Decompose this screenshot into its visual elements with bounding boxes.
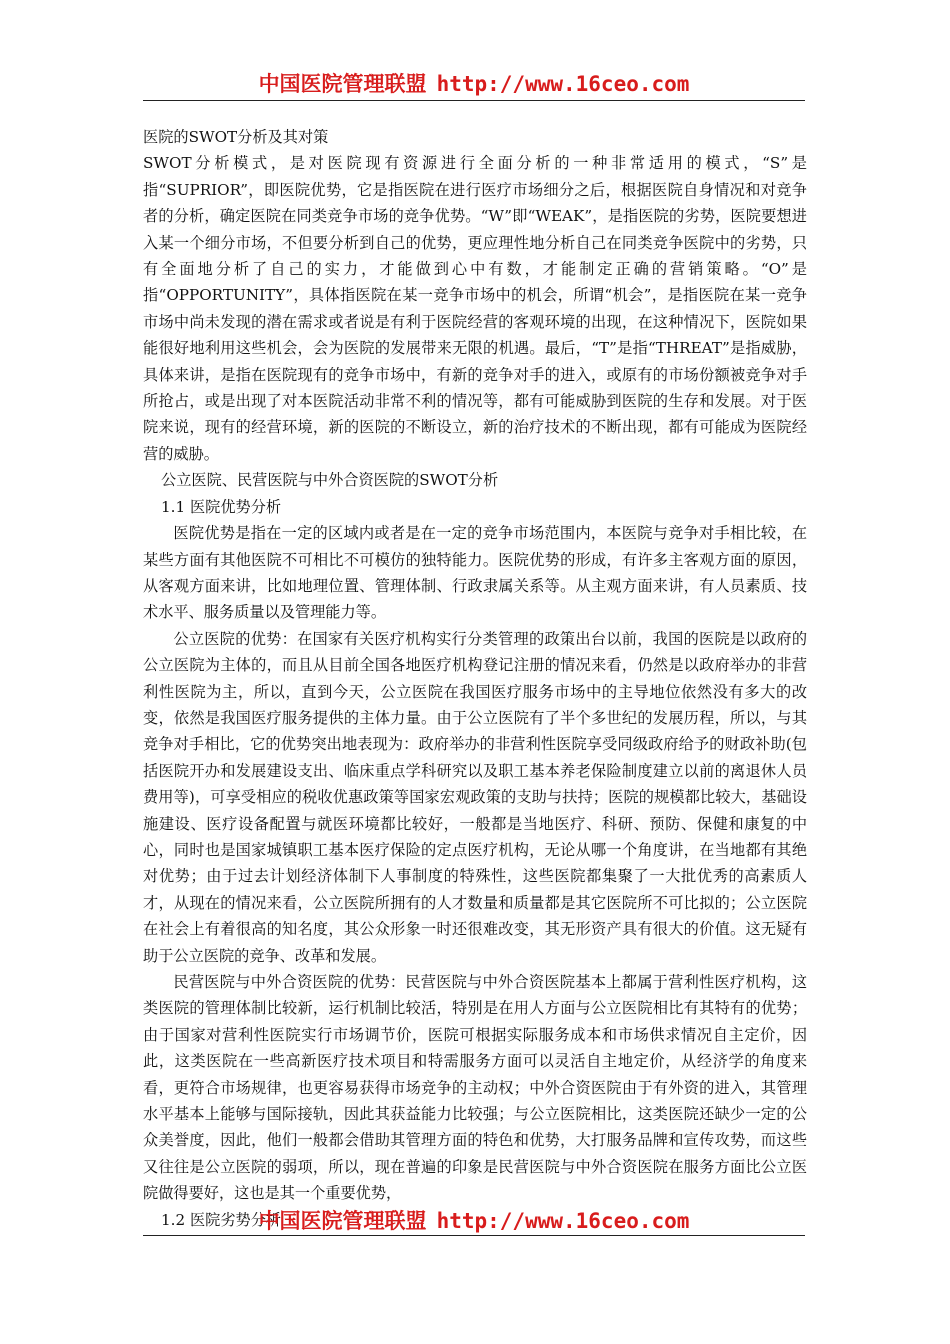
footer-url[interactable]: http://www.16ceo.com	[436, 1209, 690, 1233]
intro-paragraph: SWOT分析模式，是对医院现有资源进行全面分析的一种非常适用的模式，“S”是指“SUPRIOR”，即医院优势，它是指医院在进行医疗市场细分之后，根据医院自身情况和对竞争者的分析，确定医院在同类竞争市场的竞争优势。“W”即“WEAK”，是指医院的劣势，医院要想进入某一个细分市场，不但要分析到自己的优势，更应理性地分析自己在同类竞争医院中的劣势，只有全面地分析了自己的实力，才能做到心中有数，才能制定正确的营销策略。“O”是指“OPPORTUNITY”，具体指医院在某一竞争市场中的机会，所谓“机会”，是指医院在某一竞争市场中尚未发现的潜在需求或者说是有利于医院经营的客观环境的出现，在这种情况下，医院如果能很好地利用这些机会，会为医院的发展带来无限的机遇。最后，“T”是指“THREAT”是指威胁，具体来讲，是指在医院现有的竞争市场中，有新的竞争对手的进入，或原有的市场份额被竞争对手所抢占，或是出现了对本医院活动非常不利的情况等，都有可能威胁到医院的生存和发展。对于医院来说，现有的经营环境，新的医院的不断设立，新的治疗技术的不断出现，都有可能成为医院经营的威胁。	[143, 154, 807, 463]
subsection-heading-1-1: 1.1 医院优势分析	[161, 497, 282, 516]
subsection-heading-1-2: 1.2 医院劣势分析	[161, 1210, 282, 1229]
header-divider	[143, 100, 805, 101]
footer-divider	[143, 1235, 805, 1236]
private-hospital-paragraph: 民营医院与中外合资医院的优势：民营医院与中外合资医院基本上都属于营利性医疗机构，这类医院的管理体制比较新，运行机制比较活，特别是在用人方面与公立医院相比有其特有的优势；由于国家对营利性医院实行市场调节价，医院可根据实际服务成本和市场供求情况自主定价，因此，这类医院在一些高新医疗技术项目和特需服务方面可以灵活自主地定价，从经济学的角度来看，更符合市场规律，也更容易获得市场竞争的主动权；中外合资医院由于有外资的进入，其管理水平基本上能够与国际接轨，因此其获益能力比较强；与公立医院相比，这类医院还缺少一定的公众美誉度，因此，他们一般都会借助其管理方面的特色和优势，大打服务品牌和宣传攻势，而这些又往往是公立医院的弱项，所以，现在普遍的印象是民营医院与中外合资医院在服务方面比公立医院做得要好，这也是其一个重要优势，	[143, 973, 807, 1203]
page-header	[143, 68, 805, 98]
header-url[interactable]: http://www.16ceo.com	[436, 72, 690, 96]
document-title: 医院的SWOT分析及其对策	[143, 128, 329, 146]
document-body	[143, 124, 807, 1233]
header-org-name: 中国医院管理联盟	[258, 72, 427, 96]
footer-org-name: 中国医院管理联盟	[258, 1209, 427, 1233]
section-heading: 公立医院、民营医院与中外合资医院的SWOT分析	[161, 471, 499, 490]
advantage-paragraph: 医院优势是指在一定的区域内或者是在一定的竞争市场范围内，本医院与竞争对手相比较，在某些方面有其他医院不可相比不可模仿的独特能力。医院优势的形成，有许多主客观方面的原因，从客观方面来讲，比如地理位置、管理体制、行政隶属关系等。从主观方面来讲，有人员素质、技术水平、服务质量以及管理能力等。	[143, 524, 807, 622]
public-hospital-paragraph: 公立医院的优势：在国家有关医疗机构实行分类管理的政策出台以前，我国的医院是以政府的公立医院为主体的，而且从目前全国各地医疗机构登记注册的情况来看，仍然是以政府举办的非营利性医院为主，所以，直到今天，公立医院在我国医疗服务市场中的主导地位依然没有多大的改变，依然是我国医疗服务提供的主体力量。由于公立医院有了半个多世纪的发展历程，所以，与其竞争对手相比，它的优势突出地表现为：政府举办的非营利性医院享受同级政府给予的财政补助(包括医院开办和发展建设支出、临床重点学科研究以及职工基本养老保险制度建立以前的离退休人员费用等)，可享受相应的税收优惠政策等国家宏观政策的支助与扶持；医院的规模都比较大，基础设施建设、医疗设备配置与就医环境都比较好，一般都是当地医疗、科研、预防、保健和康复的中心，同时也是国家城镇职工基本医疗保险的定点医疗机构，无论从哪一个角度讲，在当地都有其绝对优势；由于过去计划经济体制下人事制度的特殊性，这些医院都集聚了一大批优秀的高素质人才，从现在的情况来看，公立医院所拥有的人才数量和质量都是其它医院所不可比拟的；公立医院在社会上有着很高的知名度，其公众形象一时还很难改变，其无形资产具有很大的价值。这无疑有助于公立医院的竞争、改革和发展。	[143, 629, 807, 965]
page-footer	[143, 1205, 805, 1235]
